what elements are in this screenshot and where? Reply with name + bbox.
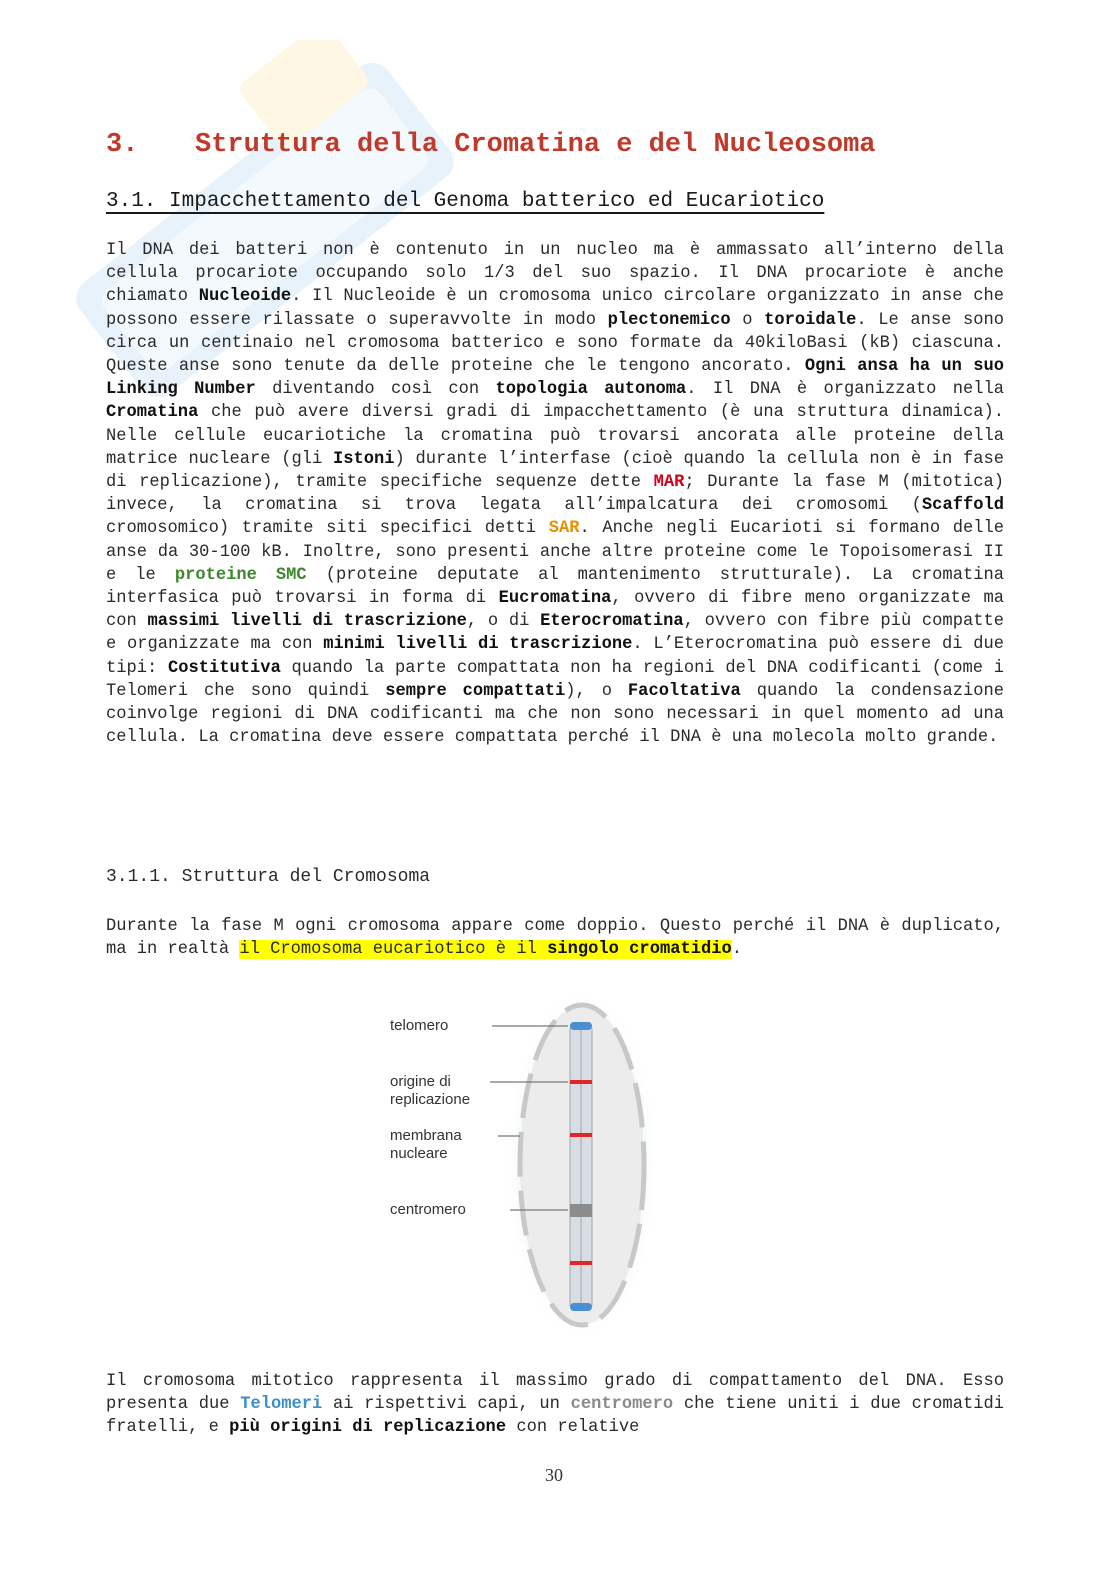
bold-term: sempre compattati <box>385 681 566 701</box>
origin-of-replication <box>570 1133 592 1137</box>
term-sar: SAR <box>548 519 580 539</box>
term-centromero: centromero <box>570 1395 674 1415</box>
highlighted-text: il Cromosoma eucariotico è il <box>239 940 548 960</box>
term-mar: MAR <box>653 473 685 493</box>
text-run: quando la parte compattata non ha regioni del DNA codificanti (come i Telomeri che sono quindi <box>106 658 1004 701</box>
bold-term: Eucromatina <box>498 589 612 609</box>
bold-term: massimi livelli di trascrizione <box>147 612 467 632</box>
centromere <box>570 1204 592 1217</box>
label-membrana-nucleare: membrana nucleare <box>390 1127 462 1162</box>
text-run: Il DNA dei batteri non è contenuto in un nucleo ma è ammassato all’interno della cellula procariote occupando solo 1/3 del suo spazio. Il DNA procariote è anche chiamato <box>106 241 1004 307</box>
chromosome-figure <box>380 985 670 1345</box>
text-run: che può avere diversi gradi di impacchettamento (è una struttura dinamica). Nelle cellule eucariotiche la cromatina può trovarsi ancorata alle proteine della matrice nucleare (gli <box>106 403 1004 469</box>
highlighted-bold-text: singolo cromatidio <box>547 940 732 960</box>
text-run: cromosomico) tramite siti specifici detti <box>106 519 549 539</box>
bold-term: più origini di replicazione <box>229 1418 507 1438</box>
text-run: ), o <box>565 681 628 701</box>
text-run: (proteine deputate al mantenimento strutturale). La cromatina interfasica può trovarsi in forma di <box>106 565 1004 609</box>
text-run: . Le anse sono circa un centinaio nel cromosoma batterico e sono formate da 40kiloBasi (kB) ciascuna. Queste anse sono tenute da delle proteine che le tengono ancorato. <box>106 310 1004 377</box>
bold-term: Facoltativa <box>627 681 741 701</box>
label-centromero: centromero <box>390 1201 466 1218</box>
telomere-bottom <box>570 1303 592 1311</box>
bold-term: Costitutiva <box>167 658 281 678</box>
text-run: , o di <box>466 612 541 632</box>
origin-of-replication <box>570 1261 592 1265</box>
bold-term: topologia autonoma <box>495 380 687 400</box>
subsection-heading: 3.1. Impacchettamento del Genoma batterico ed Eucariotico <box>106 190 825 213</box>
paragraph-genome-packaging <box>106 239 1004 749</box>
text-run: diventando così con <box>255 380 496 400</box>
bold-term: Istoni <box>332 449 395 469</box>
bold-term: Eterocromatina <box>540 612 684 632</box>
text-run: . L’Eterocromatina può essere di due tipi: <box>106 635 1004 678</box>
text-run: che tiene uniti i due cromatidi fratelli, e <box>106 1395 1004 1438</box>
bold-term: Nucleoide <box>198 287 292 307</box>
term-smc: proteine SMC <box>174 565 307 585</box>
origin-of-replication <box>570 1080 592 1084</box>
paragraph-chromosome-phase-m <box>106 915 1004 961</box>
bold-term: toroidale <box>764 310 857 330</box>
text-run: o <box>730 310 765 330</box>
text-run: , ovvero con fibre più compatte e organizzate ma con <box>106 612 1004 655</box>
text-run: ) durante l’interfase (cioè quando la cellula non è in fase di replicazione), tramite specifiche sequenze dette <box>106 449 1004 493</box>
text-run: ai rispettivi capi, un <box>322 1395 571 1415</box>
text-run: . Il DNA è organizzato nella <box>686 380 1004 400</box>
telomere-top <box>570 1022 592 1030</box>
text-run: ; Durante la fase M (mitotica) invece, la cromatina si trova legata all’impalcatura dei cromosomi ( <box>106 473 1004 516</box>
text-run: . Il Nucleoide è un cromosoma unico circolare organizzato in anse che possono essere rilassate o superavvolte in modo <box>106 287 1005 330</box>
bold-term: Scaffold <box>921 496 1004 516</box>
text-run: . <box>731 940 743 960</box>
subsubsection-heading: 3.1.1. Struttura del Cromosoma <box>106 867 431 887</box>
bold-term: plectonemico <box>607 310 731 330</box>
text-run: . Anche negli Eucarioti si formano delle anse da 30-100 kB. Inoltre, sono presenti anche altre proteine come le Topoisomerasi II e le <box>106 519 1004 585</box>
text-run: Durante la fase M ogni cromosoma appare come doppio. Questo perché il DNA è duplicato, ma in realtà <box>106 917 1004 960</box>
bold-term: minimi livelli di trascrizione <box>323 635 633 655</box>
text-run: quando la condensazione coinvolge regioni di DNA codificanti ma che non sono necessari in quel momento ad una cellula. La cromatina deve essere compattata perché il DNA è una molecola molto grande. <box>106 681 1004 748</box>
page-number: 30 <box>545 1465 563 1485</box>
chromatid-right <box>581 1025 592 1309</box>
text-run: Il cromosoma mitotico rappresenta il massimo grado di compattamento del DNA. Esso presenta due <box>106 1372 1004 1415</box>
chromatid-left <box>570 1025 581 1309</box>
label-origine-replicazione: origine di replicazione <box>390 1073 471 1108</box>
term-telomeri: Telomeri <box>240 1395 323 1415</box>
label-telomero: telomero <box>390 1017 449 1034</box>
paragraph-mitotic-chromosome <box>106 1370 1004 1440</box>
chromosome-diagram <box>380 985 670 1345</box>
bold-term: Ogni ansa ha un suo Linking Number <box>106 357 1005 400</box>
bold-term: Cromatina <box>106 403 199 423</box>
section-heading: 3. Struttura della Cromatina e del Nucleosoma <box>106 130 876 160</box>
text-run: con relative <box>506 1418 640 1438</box>
text-run: , ovvero di fibre meno organizzate ma con <box>106 589 1004 632</box>
